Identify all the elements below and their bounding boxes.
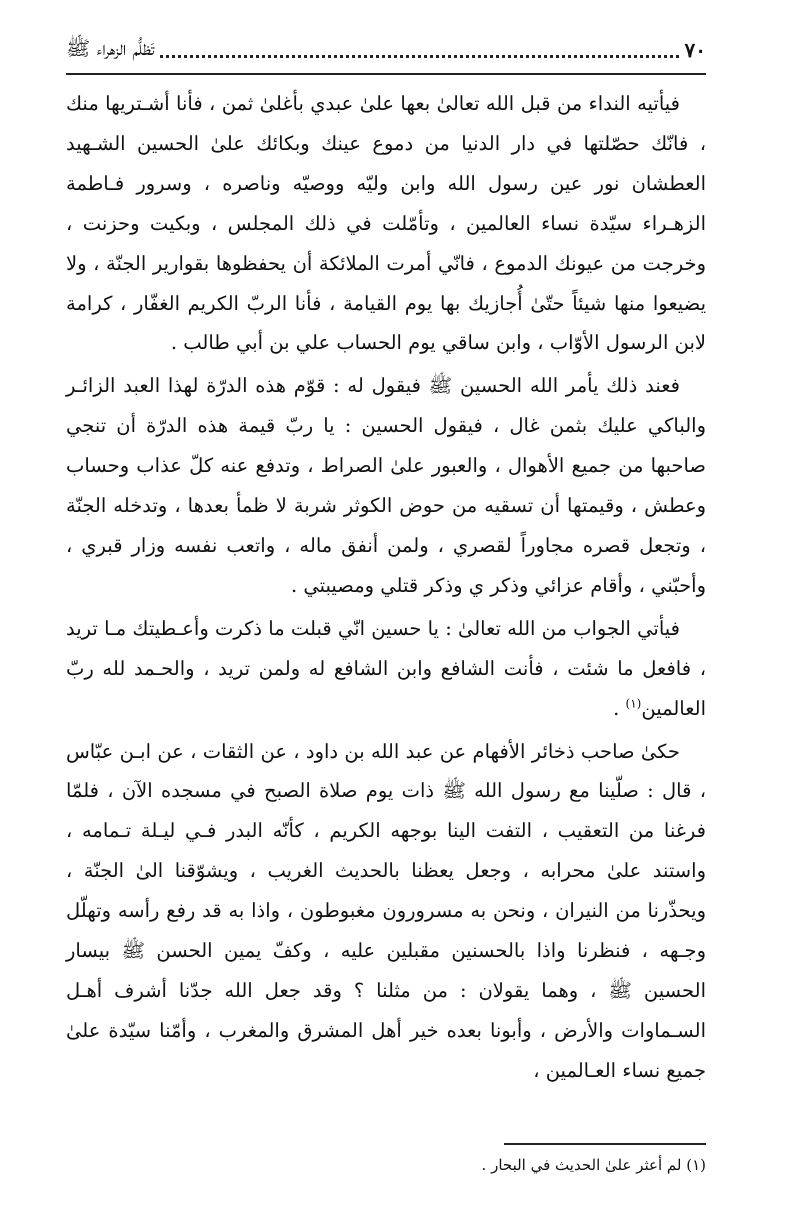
header-leader-dots: [160, 55, 678, 58]
paragraph: حكىٰ صاحب ذخائر الأفهام عن عبد الله بن داود ، عن الثقات ، عن ابـن عبّاس ، قال : صلّينا مع رسول الله ﷺ ذات يوم صلاة الصبح في مسجده الآن ، فلمّا فرغنا من التعقيب ، التفت الينا بوجهه الكريم ، كأنّه البدر فـي ليـلة تـمامه ، واستند علىٰ محرابه ، وجعل يعظنا بالحديث الغريب ، ويشوّقنا الىٰ الجنّة ، ويحذّرنا من النيران ، ونحن به مسرورون مغبوطون ، واذا به قد رفع رأسه وتهلّل وجـهه ، فنظرنا واذا بالحسنين مقبلين عليه ، وكفّ يمين الحسن ﷺ بيسار الحسين ﷺ ، وهما يقولان : من مثلنا ؟ وقد جعل الله جدّنا أشرف أهـل السـماوات والأرض ، وأبونا بعده خير أهل المشرق والمغرب ، وأمّنا سيّدة علىٰ جميع نساء العـالمين ،: [66, 739, 706, 1082]
running-title: تَظلُّم الزهراء ﷺ: [66, 35, 155, 60]
page-number: ٧٠: [684, 38, 706, 62]
page-header: [66, 30, 706, 70]
footnote: (١) لم أعثر علىٰ الحديث في البحار .: [481, 1156, 706, 1174]
footnote-rule: [504, 1143, 706, 1145]
paragraph-text: فيأتي الجواب من الله تعالىٰ : يا حسين انّي قبلت ما ذكرت وأعـطيتك مـا تريد ، فافعل ما شئت ، فأنت الشافع وابن الشافع له ولمن تريد ، والحـمد لله ربّ العالمين: [66, 616, 706, 720]
paragraph-end: .: [613, 696, 626, 720]
header-rule: [66, 73, 706, 75]
paragraph: فعند ذلك يأمر الله الحسين ﷺ فيقول له : قوّم هذه الدرّة لهذا العبد الزائـر والباكي عليك بثمن غال ، فيقول الحسين : يا ربّ قيمة هذه الدرّة أن تنجي صاحبها من جميع الأهوال ، والعبور علىٰ الصراط ، وتدفع عنه كلّ عذاب وحساب وعطش ، وقيمتها أن تسقيه من حوض الكوثر شربة لا ظمأ بعدها ، وتدخله الجنّة ، وتجعل قصره مجاوراً لقصري ، ولمن أنفق ماله ، واتعب نفسه وزار قبري ، وأحبّني ، وأقام عزائي وذكر ي وذكر قتلي ومصيبتي .: [66, 374, 706, 597]
paragraph: فيأتيه النداء من قبل الله تعالىٰ بعها علىٰ عبدي بأغلىٰ ثمن ، فأنا أشـتريها منك ، فانّك حصّلتها في دار الدنيا من دموع عينك وبكائك علىٰ الحسين الشـهيد العطشان نور عين رسول الله وابن وليّه ووصيّه وناصره ، وسرور فـاطمة الزهـراء سيّدة نساء العالمين ، وتأمّلت في ذلك المجلس ، وبكيت وحزنت ، وخرجت من عيونك الدموع ، فانّي أمرت الملائكة أن يحفظوها بقوارير الجنّة ، ولا يضيعوا منها شيئاً حتّىٰ أُجازيك بها يوم القيامة ، فأنا الربّ الكريم الغفّار ، كرامة لابن الرسول الأوّاب ، وابن ساقي يوم الحساب علي بن أبي طالب .: [66, 92, 706, 355]
footnote-marker: (١): [625, 696, 642, 711]
main-text: [66, 84, 706, 1091]
paragraph: [66, 609, 706, 729]
